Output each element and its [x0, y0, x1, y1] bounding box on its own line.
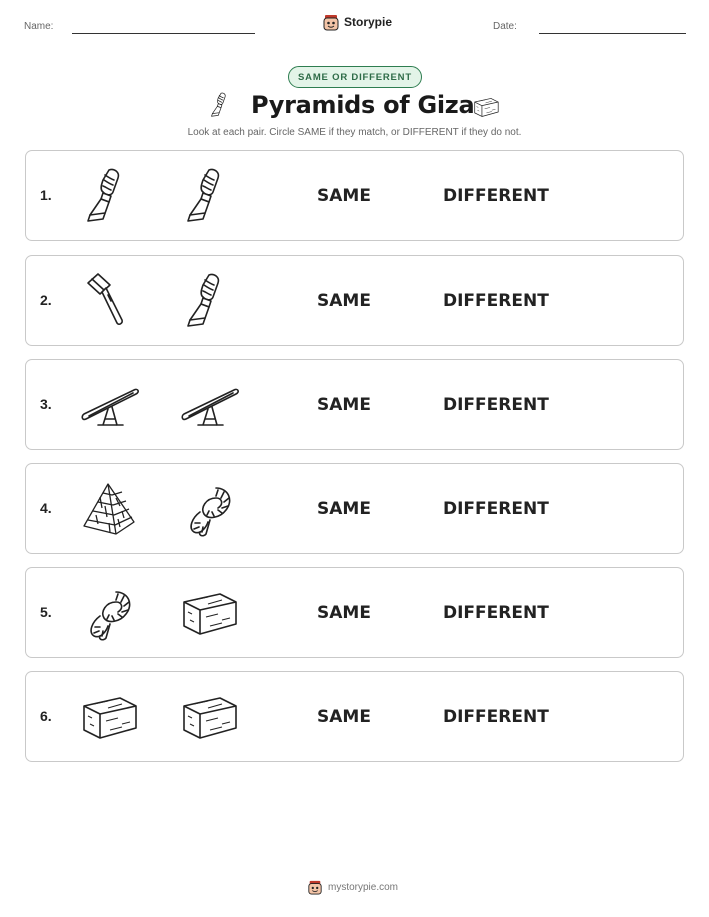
page-title: Pyramids of Giza [251, 91, 475, 119]
stone-block-icon [78, 686, 140, 748]
different-option[interactable]: DIFFERENT [443, 395, 549, 415]
question-number: 3. [40, 396, 52, 412]
same-option[interactable]: SAME [317, 499, 371, 519]
name-field[interactable] [72, 33, 255, 34]
question-row-4 [25, 463, 684, 554]
same-option[interactable]: SAME [317, 395, 371, 415]
different-option[interactable]: DIFFERENT [443, 186, 549, 206]
chisel-icon [207, 91, 235, 119]
chisel-icon [178, 165, 240, 227]
lever-icon [78, 374, 140, 436]
date-field[interactable] [539, 33, 686, 34]
question-row-3 [25, 359, 684, 450]
footer [307, 880, 398, 895]
question-row-2 [25, 255, 684, 346]
storypie-logo-icon [322, 14, 340, 31]
chisel-icon [178, 270, 240, 332]
question-number: 5. [40, 604, 52, 620]
activity-badge: SAME OR DIFFERENT [288, 66, 422, 88]
stone-block-icon [178, 686, 240, 748]
name-label: Name: [24, 21, 54, 32]
question-row-6 [25, 671, 684, 762]
stone-block-icon [470, 93, 502, 121]
rope-icon [78, 582, 140, 644]
question-number: 4. [40, 500, 52, 516]
worksheet-header [0, 0, 709, 50]
question-row-5 [25, 567, 684, 658]
same-option[interactable]: SAME [317, 603, 371, 623]
different-option[interactable]: DIFFERENT [443, 291, 549, 311]
question-number: 2. [40, 292, 52, 308]
question-row-1 [25, 150, 684, 241]
different-option[interactable]: DIFFERENT [443, 603, 549, 623]
question-number: 6. [40, 708, 52, 724]
footer-url: mystorypie.com [328, 882, 399, 893]
lever-icon [178, 374, 240, 436]
same-option[interactable]: SAME [317, 291, 371, 311]
instructions: Look at each pair. Circle SAME if they match, or DIFFERENT if they do not. [187, 127, 522, 138]
stone-block-icon [178, 582, 240, 644]
storypie-logo-icon [307, 880, 323, 895]
same-option[interactable]: SAME [317, 707, 371, 727]
same-option[interactable]: SAME [317, 186, 371, 206]
pyramid-icon [78, 478, 140, 540]
brand-name: Storypie [344, 15, 393, 29]
different-option[interactable]: DIFFERENT [443, 499, 549, 519]
chisel-icon [78, 165, 140, 227]
mallet-icon [78, 270, 140, 332]
rope-icon [178, 478, 240, 540]
question-number: 1. [40, 187, 52, 203]
different-option[interactable]: DIFFERENT [443, 707, 549, 727]
date-label: Date: [493, 21, 517, 32]
brand-logo [322, 13, 392, 31]
